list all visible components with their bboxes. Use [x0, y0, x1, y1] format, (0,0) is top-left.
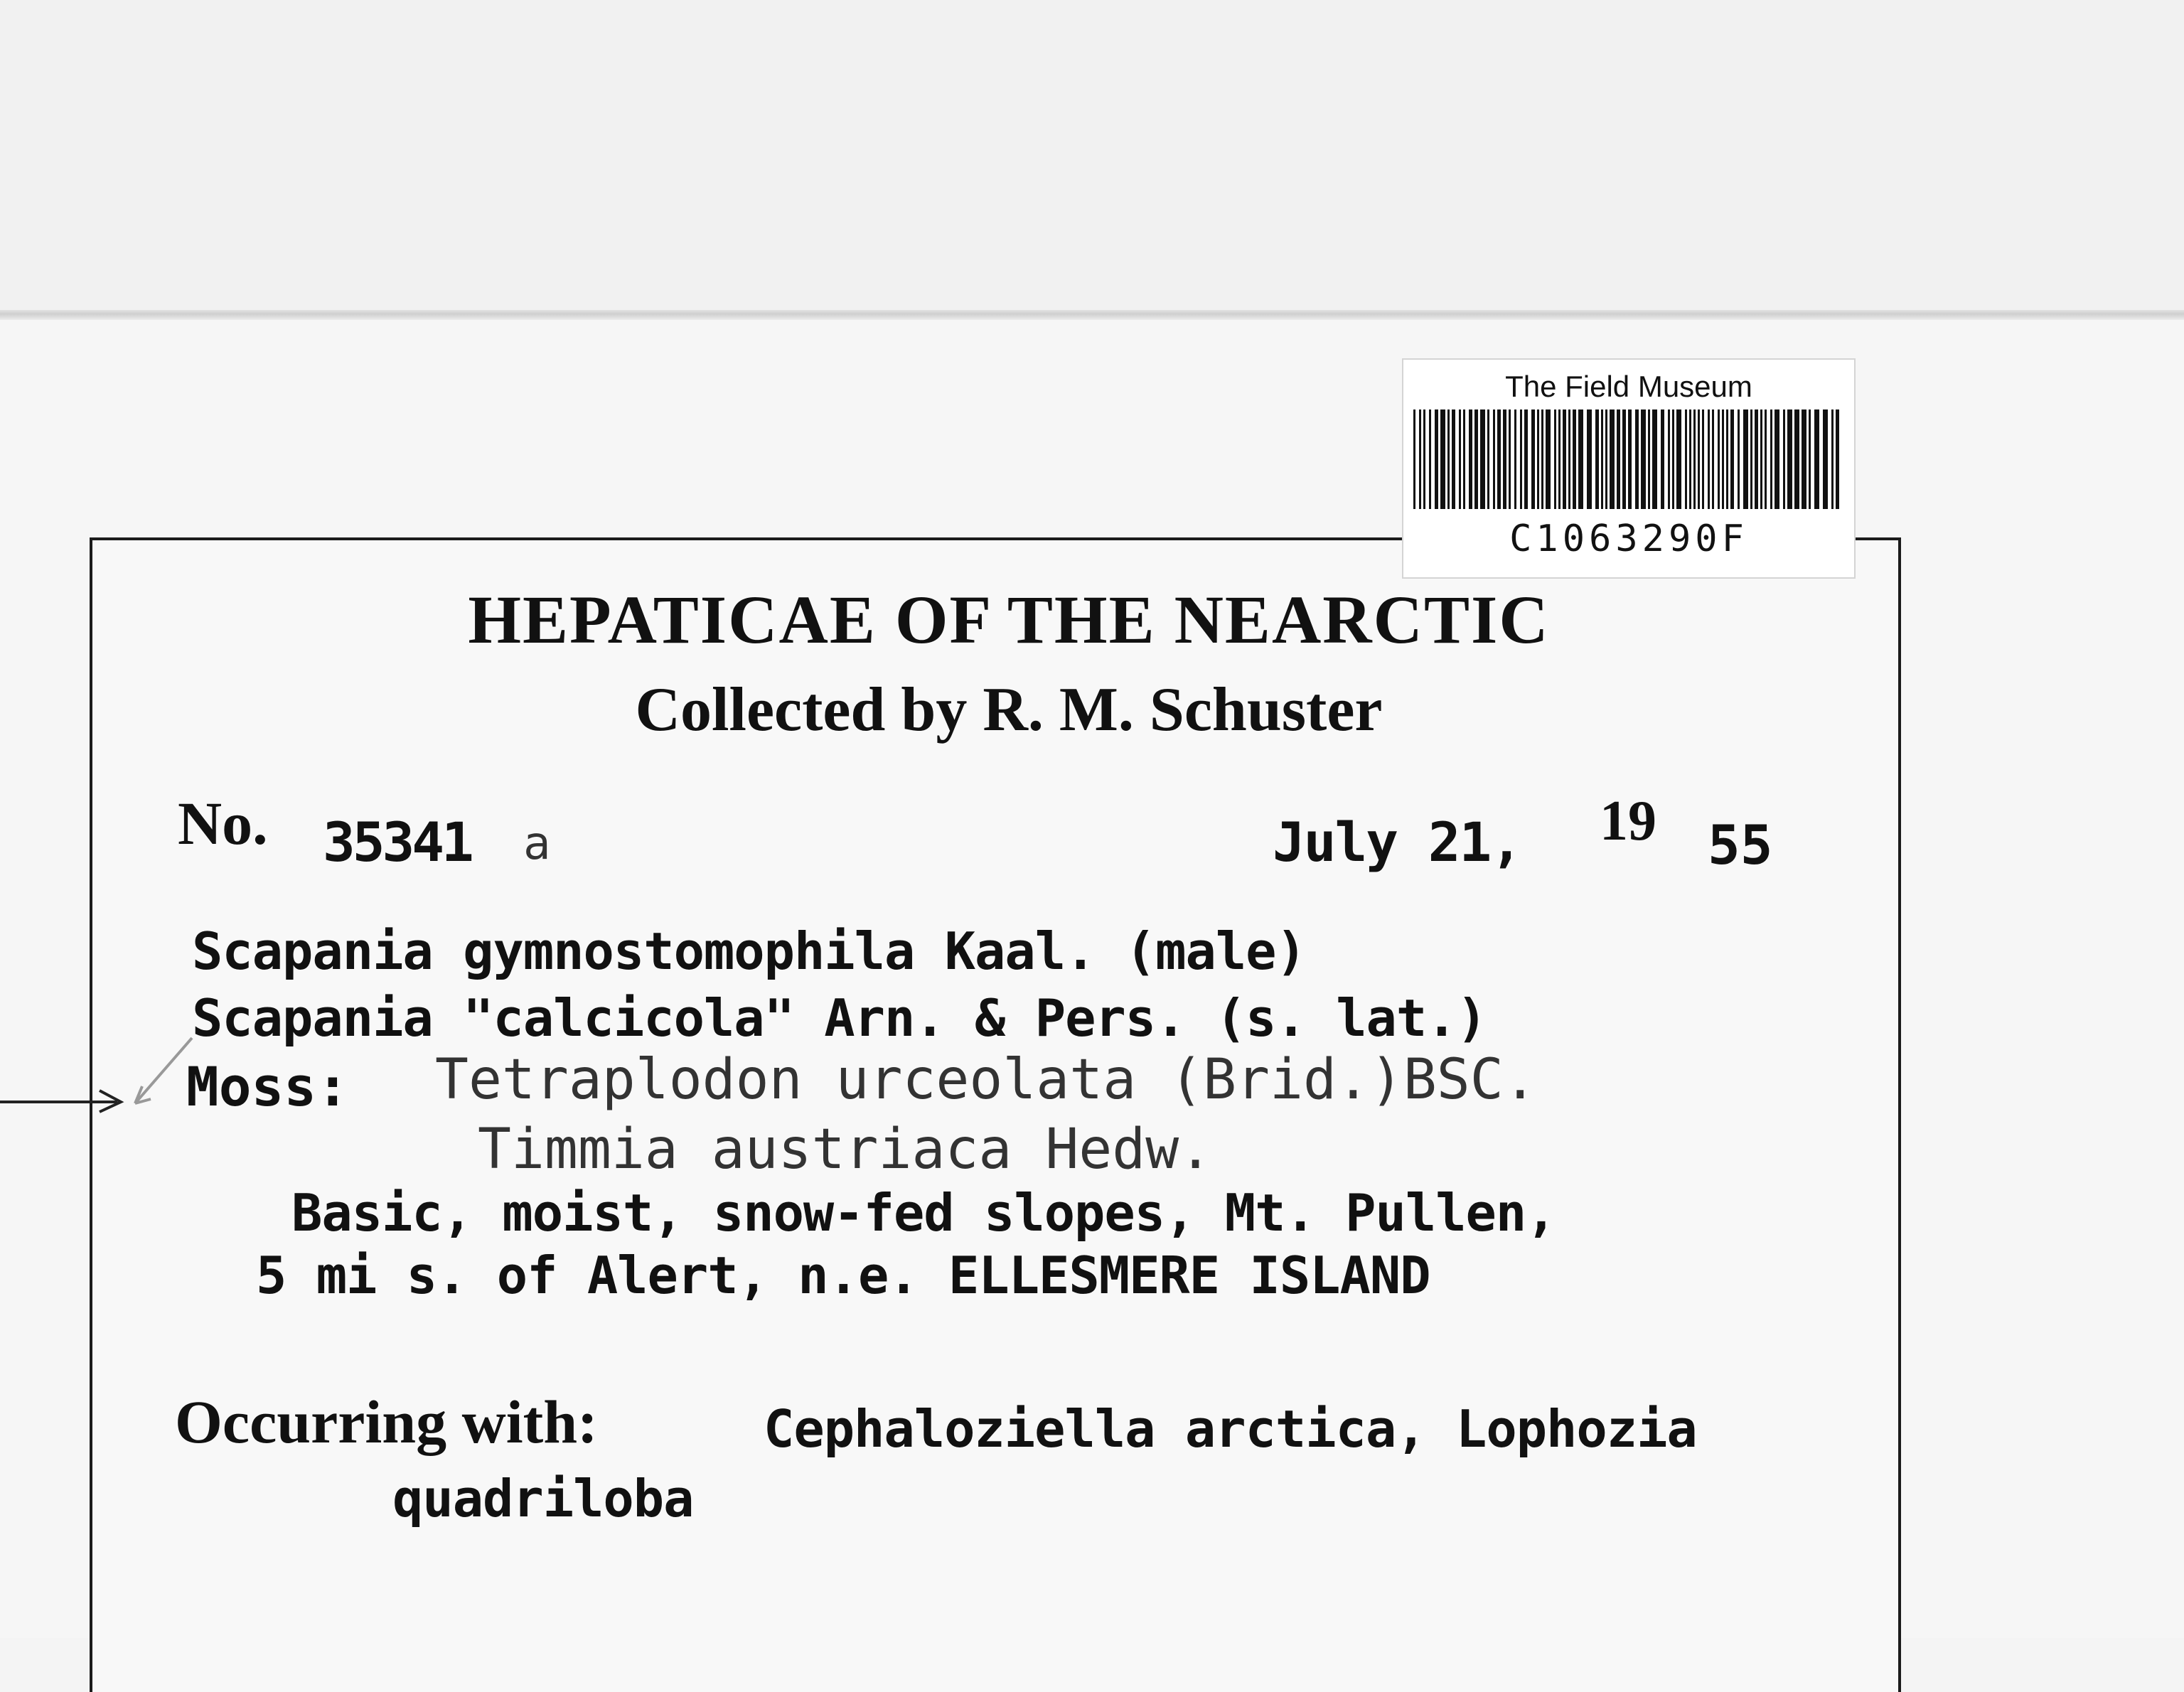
occurring-with-line: Cephaloziella arctica, Lophozia: [764, 1399, 1697, 1459]
barcode-bar: [1469, 409, 1472, 509]
barcode-bar: [1413, 409, 1415, 509]
arrow-icon: [0, 1031, 213, 1130]
collection-number-suffix: a: [523, 818, 551, 870]
barcode-bar: [1435, 409, 1438, 509]
barcode-bar: [1831, 409, 1834, 509]
barcode-bar: [1836, 409, 1839, 509]
barcode-bar: [1497, 409, 1501, 509]
barcode-bar: [1755, 409, 1758, 509]
barcode-bar: [1823, 409, 1828, 509]
barcode-bar: [1802, 409, 1806, 509]
barcode-bar: [1452, 409, 1455, 509]
barcode-bar: [1641, 409, 1646, 509]
barcode-bar: [1743, 409, 1748, 509]
barcode-bar: [1676, 409, 1681, 509]
barcode-bar: [1514, 409, 1516, 509]
occurring-with-line: quadriloba: [392, 1469, 694, 1528]
collection-number: 35341: [323, 810, 471, 874]
barcode-bar: [1794, 409, 1799, 509]
barcode-bar: [1622, 409, 1626, 509]
year-prefix: 19: [1600, 790, 1656, 852]
barcode-bar: [1635, 409, 1639, 509]
barcode-bar: [1628, 409, 1632, 509]
barcode-bar: [1750, 409, 1752, 509]
barcode-bar: [1708, 409, 1710, 509]
barcode-bar: [1480, 409, 1485, 509]
number-label: No.: [178, 789, 268, 857]
barcode-bar: [1726, 409, 1728, 509]
moss-label: Moss:: [186, 1055, 349, 1118]
barcode-bar: [1541, 409, 1543, 509]
barcode-bar: [1685, 409, 1687, 509]
barcode-bar: [1617, 409, 1620, 509]
collection-date: July 21,: [1273, 810, 1522, 874]
barcode-bar: [1531, 409, 1535, 509]
barcode-bar: [1605, 409, 1607, 509]
barcode-bar: [1765, 409, 1767, 509]
barcode-bar: [1702, 409, 1704, 509]
label-subtitle: Collected by R. M. Schuster: [635, 675, 1383, 744]
barcode-bar: [1770, 409, 1772, 509]
barcode-bar: [1503, 409, 1506, 509]
barcode-bar: [1463, 409, 1465, 509]
species-line: Scapania gymnostomophila Kaal. (male): [192, 921, 1306, 981]
barcode-bar: [1783, 409, 1785, 509]
barcode-bar: [1419, 409, 1421, 509]
barcode-bar: [1558, 409, 1561, 509]
top-sheet: [0, 0, 2184, 313]
barcode-bar: [1672, 409, 1674, 509]
occurring-with-label: Occurring with:: [175, 1388, 598, 1456]
barcode-bar: [1546, 409, 1551, 509]
year-suffix: 55: [1708, 813, 1773, 877]
barcode-bar: [1787, 409, 1792, 509]
habitat-line: Basic, moist, snow-fed slopes, Mt. Pullen,: [291, 1183, 1556, 1243]
barcode-bar: [1689, 409, 1691, 509]
barcode-number: C1063290F: [1509, 518, 1748, 560]
barcode-bar: [1459, 409, 1461, 509]
barcode-bar: [1537, 409, 1539, 509]
barcode-bar: [1648, 409, 1650, 509]
barcode-bar: [1722, 409, 1724, 509]
barcode-bar: [1429, 409, 1431, 509]
moss-species-line: Tetraplodon urceolata (Brid.)BSC.: [435, 1048, 1537, 1112]
barcode-bar: [1774, 409, 1779, 509]
barcode-bar: [1809, 409, 1811, 509]
barcode-bar: [1595, 409, 1599, 509]
barcode-bar: [1474, 409, 1478, 509]
barcode-bar: [1520, 409, 1522, 509]
barcode-bar: [1814, 409, 1819, 509]
barcode-bar: [1578, 409, 1583, 509]
barcode-bar: [1573, 409, 1576, 509]
barcode-bar: [1524, 409, 1528, 509]
barcode-bar: [1487, 409, 1489, 509]
barcode-bar: [1712, 409, 1714, 509]
species-line: Scapania "calcicola" Arn. & Pers. (s. lat.): [192, 988, 1487, 1048]
barcode-label: [1402, 358, 1856, 579]
barcode-bar: [1509, 409, 1511, 509]
barcode-bar: [1730, 409, 1734, 509]
label-title: HEPATICAE OF THE NEARCTIC: [468, 582, 1550, 658]
barcode-bar: [1652, 409, 1657, 509]
barcode-bar: [1610, 409, 1615, 509]
barcode-bar: [1493, 409, 1495, 509]
barcode-bar: [1693, 409, 1696, 509]
barcode-icon: [1413, 409, 1843, 509]
barcode-bar: [1563, 409, 1566, 509]
barcode-bar: [1423, 409, 1425, 509]
barcode-institution: The Field Museum: [1505, 370, 1752, 403]
barcode-bar: [1554, 409, 1556, 509]
barcode-bar: [1738, 409, 1740, 509]
barcode-bar: [1661, 409, 1664, 509]
habitat-line: 5 mi s. of Alert, n.e. ELLESMERE ISLAND: [256, 1246, 1430, 1305]
barcode-bar: [1760, 409, 1762, 509]
barcode-bar: [1718, 409, 1720, 509]
barcode-bar: [1587, 409, 1592, 509]
barcode-bar: [1601, 409, 1603, 509]
barcode-bar: [1698, 409, 1700, 509]
barcode-bar: [1568, 409, 1570, 509]
fold-line: [0, 310, 2184, 320]
moss-species-line: Timmia austriaca Hedw.: [478, 1118, 1213, 1182]
barcode-bar: [1447, 409, 1450, 509]
barcode-bar: [1668, 409, 1670, 509]
barcode-bar: [1440, 409, 1445, 509]
